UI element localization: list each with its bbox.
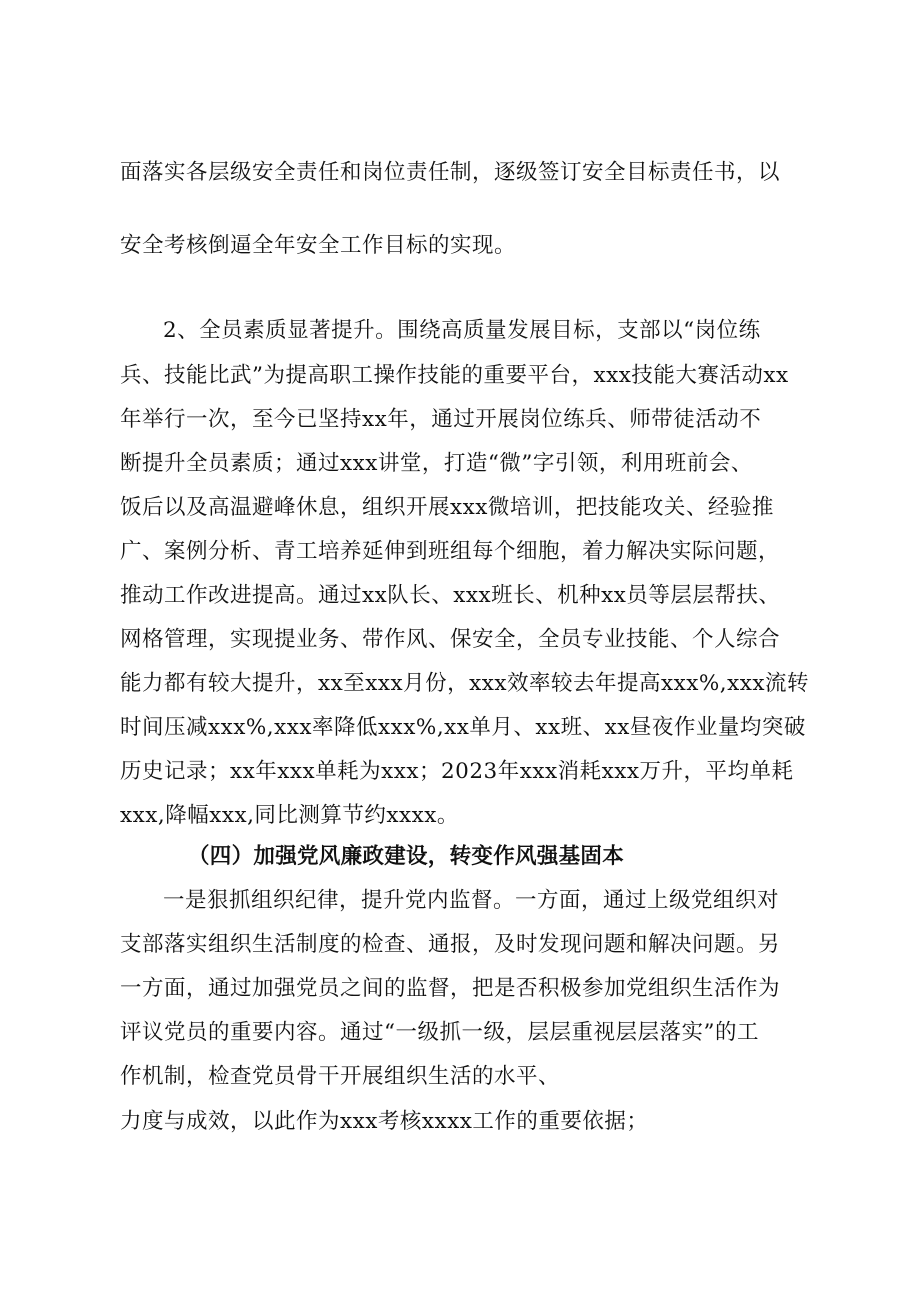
text-line: 一方面，通过加强党员之间的监督，把是否积极参加党组织生活作为	[120, 976, 781, 1001]
text-line: 能力都有较大提升，xx至xxx月份，xxx效率较去年提高xxx%,xxx流转	[120, 671, 810, 696]
text-line: xxx,降幅xxx,同比测算节约xxxx。	[120, 803, 459, 828]
text-line: 广、案例分析、青工培养延伸到班组每个细胞，着力解决实际问题，	[120, 539, 781, 564]
paragraph-first-line: 一是狠抓组织纪律，提升党内监督。一方面，通过上级党组织对	[163, 888, 780, 913]
text-line: 历史记录；xx年xxx单耗为xxx；2023年xxx消耗xxx万升，平均单耗	[120, 759, 794, 784]
text-line: 断提升全员素质；通过xxx讲堂，打造“微”字引领，利用班前会、	[120, 451, 753, 476]
text-line: 作机制，检查党员骨干开展组织生活的水平、	[120, 1064, 561, 1089]
text-line: 评议党员的重要内容。通过“一级抓一级，层层重视层层落实”的工	[120, 1020, 759, 1045]
text-line: 面落实各层级安全责任和岗位责任制，逐级签订安全目标责任书，以	[120, 160, 781, 185]
text-line: 推动工作改进提高。通过xx队长、xxx班长、机种xx员等层层帮扶、	[120, 583, 781, 608]
paragraph-first-line: 2、全员素质显著提升。围绕高质量发展目标，支部以“岗位练	[163, 318, 761, 343]
text-line: 兵、技能比武”为提高职工操作技能的重要平台，xxx技能大赛活动xx	[120, 363, 789, 388]
text-line: 网格管理，实现提业务、带作风、保安全，全员专业技能、个人综合	[120, 627, 781, 652]
text-line: 饭后以及高温避峰休息，组织开展xxx微培训，把技能攻关、经验推	[120, 495, 774, 520]
text-line: 安全考核倒逼全年安全工作目标的实现。	[120, 233, 517, 258]
text-line: 年举行一次，至今已坚持xx年，通过开展岗位练兵、师带徒活动不	[120, 407, 762, 432]
text-line: 力度与成效，以此作为xxx考核xxxx工作的重要依据；	[120, 1109, 649, 1134]
section-heading: （四）加强党风廉政建设，转变作风强基固本	[188, 844, 625, 869]
text-line: 支部落实组织生活制度的检查、通报，及时发现问题和解决问题。另	[120, 932, 781, 957]
text-line: 时间压减xxx%,xxx率降低xxx%,xx单月、xx班、xx昼夜作业量均突破	[120, 715, 806, 740]
